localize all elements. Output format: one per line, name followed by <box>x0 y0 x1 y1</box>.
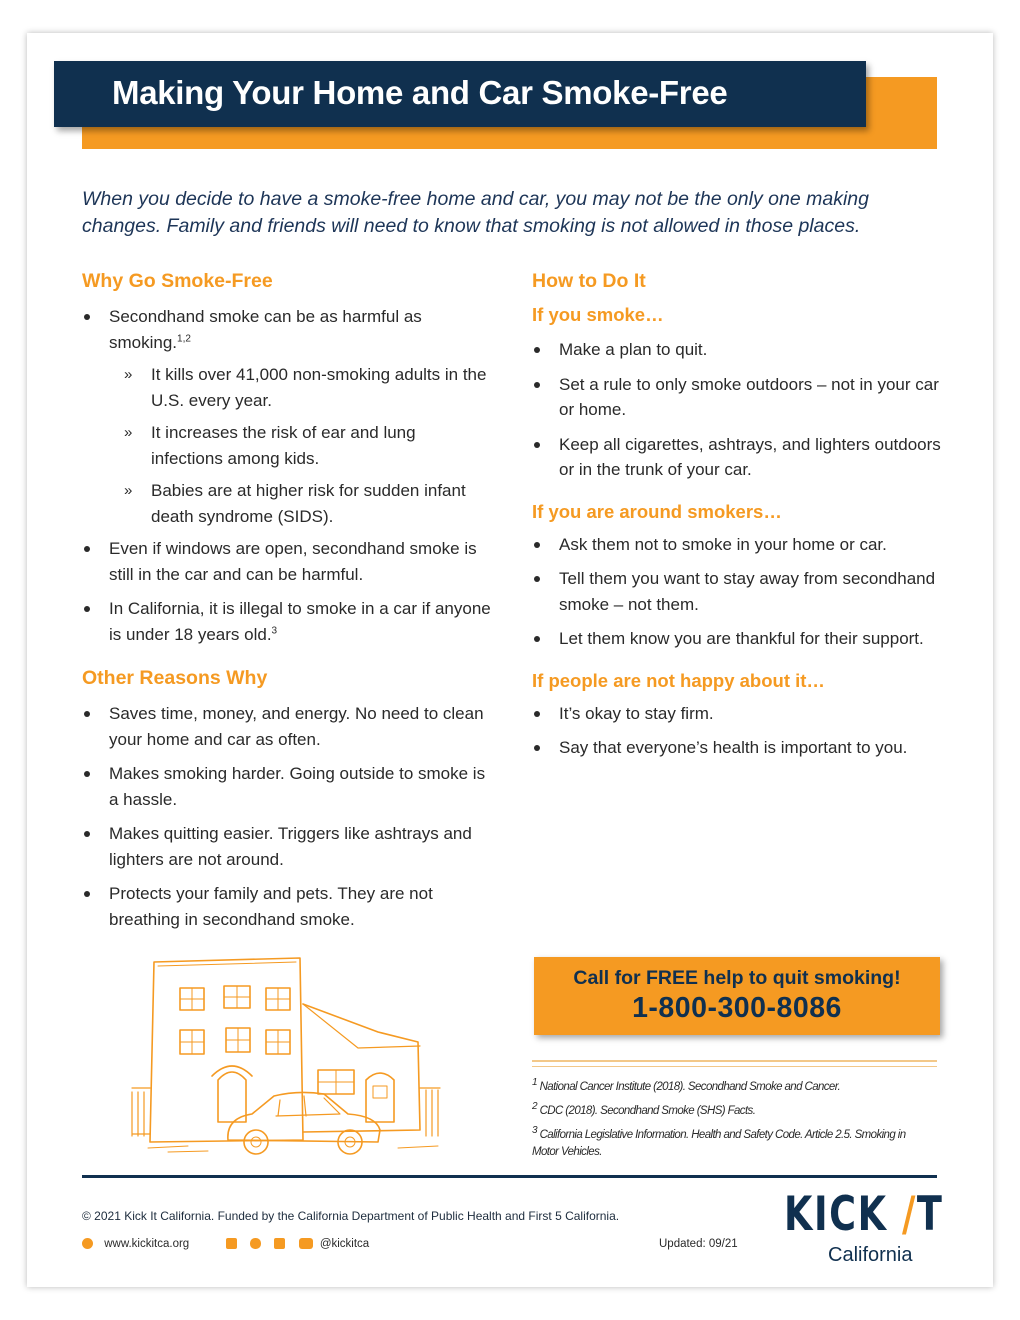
if-unhappy-heading: If people are not happy about it… <box>532 669 825 691</box>
list-item: In California, it is illegal to smoke in a car if anyone is under 18 years old.$^3$ <box>82 596 492 647</box>
sub-list-item: » It kills over 41,000 non-smoking adults in the U.S. every year. <box>82 362 492 413</box>
bullet-icon <box>534 576 540 582</box>
logo-subtitle: California <box>828 1244 913 1266</box>
list-item: Saves time, money, and energy. No need to clean your home and car as often. <box>82 701 492 752</box>
title-banner <box>54 61 866 127</box>
bullet-icon <box>84 831 90 837</box>
bullet-icon <box>84 606 90 612</box>
bullet-icon <box>84 314 90 320</box>
bullet-icon <box>534 636 540 642</box>
list-item: Let them know you are thankful for their support. <box>532 626 942 652</box>
list-item: Keep all cigarettes, ashtrays, and lighters outdoors or in the trunk of your car. <box>532 432 942 483</box>
list-item: Protects your family and pets. They are not breathing in secondhand smoke. <box>82 881 492 932</box>
list-item: Even if windows are open, secondhand smoke is still in the car and can be harmful. <box>82 536 492 587</box>
phone-number[interactable]: 1-800-300-8086 <box>632 992 842 1024</box>
footnote: $^2$ CDC (2018). Secondhand Smoke (SHS) Facts. <box>532 1101 756 1117</box>
list-item: Ask them not to smoke in your home or car. <box>532 532 942 558</box>
bullet-icon <box>84 546 90 552</box>
bullet-icon <box>534 711 540 717</box>
twitter-icon[interactable] <box>250 1238 261 1249</box>
intro-paragraph: When you decide to have a smoke-free home and car, you may not be the only one making changes. Family and friends will need to know that smoking is not allowed in those places. <box>82 188 869 237</box>
if-around-heading: If you are around smokers… <box>532 500 782 522</box>
updated-date: Updated: 09/21 <box>659 1238 738 1250</box>
list-item: Make a plan to quit. <box>532 337 942 363</box>
globe-icon <box>82 1238 93 1249</box>
left-column <box>82 266 492 932</box>
if-smoke-heading: If you smoke… <box>532 304 664 325</box>
bullet-icon <box>534 347 540 353</box>
bullet-icon <box>534 382 540 388</box>
list-item: Secondhand smoke can be as harmful as smoking.$^{1,2}$ <box>82 304 492 355</box>
bullet-icon <box>534 542 540 548</box>
website-link[interactable]: www.kickitca.org <box>104 1238 190 1250</box>
why-heading: Why Go Smoke-Free <box>82 270 273 292</box>
copyright-text: © 2021 Kick It California. Funded by the California Department of Public Health and First 5 California. <box>82 1209 620 1223</box>
double-arrow-icon: » <box>124 366 133 383</box>
social-row <box>226 1238 369 1250</box>
bullet-icon <box>84 891 90 897</box>
bullet-icon <box>84 711 90 717</box>
list-item: It’s okay to stay firm. <box>532 701 942 727</box>
right-column <box>532 266 942 761</box>
sub-list-item: » It increases the risk of ear and lung infections among kids. <box>82 420 492 471</box>
footnote: $^1$ National Cancer Institute (2018). Secondhand Smoke and Cancer. <box>532 1077 841 1093</box>
footnote: $^3$ California Legislative Information. Health and Safety Code. Article 2.5. Smoking in Motor Vehicles. <box>532 1125 906 1158</box>
other-heading: Other Reasons Why <box>82 667 268 689</box>
instagram-icon[interactable] <box>274 1238 285 1249</box>
page-title: Making Your Home and Car Smoke-Free <box>112 74 728 111</box>
list-item: Tell them you want to stay away from secondhand smoke – not them. <box>532 566 942 617</box>
footnote-divider <box>532 1066 937 1067</box>
quitline-callout <box>534 957 940 1035</box>
footer-divider <box>82 1175 937 1178</box>
website-link-row <box>82 1238 189 1250</box>
bullet-icon <box>534 442 540 448</box>
list-item: Makes quitting easier. Triggers like ashtrays and lighters are not around. <box>82 821 492 872</box>
youtube-icon[interactable] <box>299 1238 313 1249</box>
list-item: Makes smoking harder. Going outside to smoke is a hassle. <box>82 761 492 812</box>
double-arrow-icon: » <box>124 424 133 441</box>
kick-it-logo <box>784 1187 944 1266</box>
list-item: Set a rule to only smoke outdoors – not in your car or home. <box>532 372 942 423</box>
double-arrow-icon: » <box>124 482 133 499</box>
social-handle[interactable]: @kickitca <box>319 1238 370 1250</box>
house-and-car-illustration <box>128 952 448 1158</box>
list-item: Say that everyone’s health is important to you. <box>532 735 942 761</box>
sub-list-item: » Babies are at higher risk for sudden infant death syndrome (SIDS). <box>82 478 492 529</box>
logo-wordmark: KICK /T <box>784 1187 944 1242</box>
bullet-icon <box>84 771 90 777</box>
bullet-icon <box>534 745 540 751</box>
facebook-icon[interactable] <box>226 1238 237 1249</box>
footnote-divider <box>532 1060 937 1062</box>
callout-text: Call for FREE help to quit smoking! <box>573 967 901 989</box>
how-heading: How to Do It <box>532 270 646 292</box>
